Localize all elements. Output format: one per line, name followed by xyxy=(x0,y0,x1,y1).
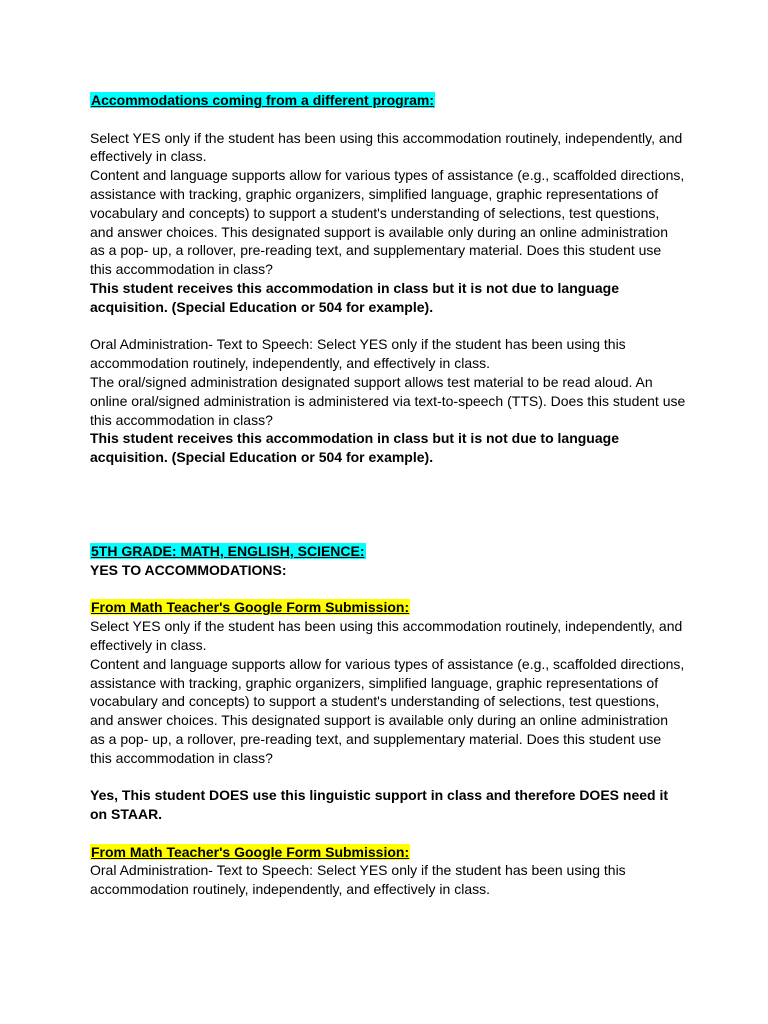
accommodation-item xyxy=(90,598,690,824)
description-line: accommodation routinely, independently, and effectively in class. xyxy=(90,881,491,898)
accommodation-answer xyxy=(90,786,690,824)
description-line: assistance with tracking, graphic organizers, simplified language, graphic representations of xyxy=(90,674,659,691)
answer-line: acquisition. (Special Education or 504 for example). xyxy=(90,449,434,466)
description-line: online oral/signed administration is administered via text-to-speech (TTS). Does this student use xyxy=(90,392,686,409)
accommodation-description xyxy=(90,617,690,767)
answer-line: This student receives this accommodation in class but it is not due to language xyxy=(90,430,619,447)
submission-source-text: From Math Teacher's Google Form Submission: xyxy=(91,599,410,616)
accommodation-answer xyxy=(90,429,690,467)
description-line: assistance with tracking, graphic organizers, simplified language, graphic representations of xyxy=(90,185,659,202)
description-line: effectively in class. xyxy=(90,636,207,653)
description-line: accommodation routinely, independently, and effectively in class. xyxy=(90,355,491,372)
description-line: and answer choices. This designated support is available only during an online administration xyxy=(90,223,668,240)
answer-line: acquisition. (Special Education or 504 for example). xyxy=(90,298,434,315)
document-body xyxy=(90,91,690,899)
description-line: Oral Administration- Text to Speech: Select YES only if the student has been using this xyxy=(90,336,626,353)
answer-line: This student receives this accommodation in class but it is not due to language xyxy=(90,279,619,296)
accommodation-description xyxy=(90,129,690,279)
description-line: vocabulary and concepts) to support a student's understanding of selections, test questions, xyxy=(90,204,660,221)
description-line: Content and language supports allow for various types of assistance (e.g., scaffolded directions, xyxy=(90,655,685,672)
description-line: Content and language supports allow for various types of assistance (e.g., scaffolded directions, xyxy=(90,167,685,184)
accommodation-item xyxy=(90,843,690,899)
description-line: Oral Administration- Text to Speech: Select YES only if the student has been using this xyxy=(90,862,626,879)
accommodation-description xyxy=(90,335,690,429)
description-line: this accommodation in class? xyxy=(90,411,273,428)
section-heading-text: Accommodations coming from a different program: xyxy=(91,92,435,108)
accommodation-item xyxy=(90,129,690,317)
section-subheading: YES TO ACCOMMODATIONS: xyxy=(90,561,287,578)
answer-line: Yes, This student DOES use this linguistic support in class and therefore DOES need it xyxy=(90,787,669,804)
section-heading-text: 5TH GRADE: MATH, ENGLISH, SCIENCE: xyxy=(91,542,365,559)
description-line: The oral/signed administration designated support allows test material to be read aloud. An xyxy=(90,373,653,390)
answer-line: on STAAR. xyxy=(90,806,163,823)
description-line: this accommodation in class? xyxy=(90,261,273,278)
accommodation-item xyxy=(90,335,690,467)
description-line: vocabulary and concepts) to support a student's understanding of selections, test questions, xyxy=(90,693,660,710)
accommodation-description xyxy=(90,861,690,899)
description-line: and answer choices. This designated support is available only during an online administration xyxy=(90,712,668,729)
section-heading xyxy=(90,542,690,561)
submission-source-heading xyxy=(90,598,690,617)
description-line: effectively in class. xyxy=(90,148,207,165)
accommodation-answer xyxy=(90,279,690,317)
submission-source-text: From Math Teacher's Google Form Submission: xyxy=(91,843,410,860)
description-line: as a pop- up, a rollover, pre-reading text, and supplementary material. Does this student use xyxy=(90,730,662,747)
submission-source-heading xyxy=(90,843,690,862)
section-heading xyxy=(90,91,690,110)
description-line: as a pop- up, a rollover, pre-reading text, and supplementary material. Does this student use xyxy=(90,242,662,259)
description-line: Select YES only if the student has been using this accommodation routinely, independently, and xyxy=(90,129,683,146)
description-line: Select YES only if the student has been using this accommodation routinely, independently, and xyxy=(90,618,683,635)
description-line: this accommodation in class? xyxy=(90,749,273,766)
